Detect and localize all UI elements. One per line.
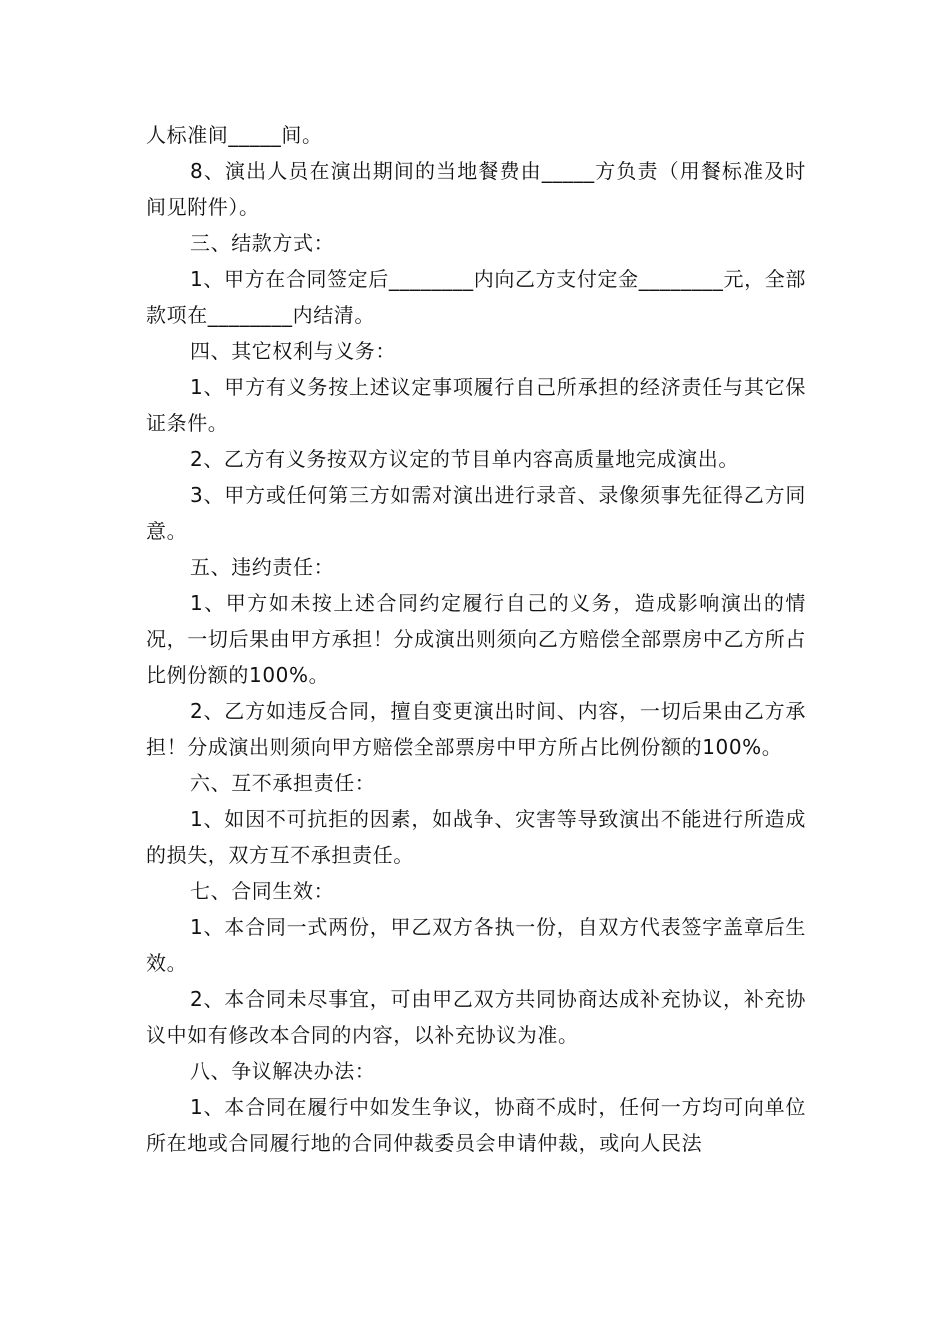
- paragraph-rights-3: 3、甲方或任何第三方如需对演出进行录音、录像须事先征得乙方同意。: [146, 483, 806, 543]
- paragraph-meal-clause: 8、演出人员在演出期间的当地餐费由_____方负责（用餐标准及时间见附件）。: [146, 159, 806, 219]
- paragraph-payment-clause: 1、甲方在合同签定后________内向乙方支付定金________元，全部款项在________内结清。: [146, 267, 806, 327]
- section-heading-dispute: 八、争议解决办法：: [190, 1059, 376, 1083]
- document-body: [146, 117, 806, 1161]
- paragraph-rights-1: 1、甲方有义务按上述议定事项履行自己所承担的经济责任与其它保证条件。: [146, 375, 806, 435]
- section-heading-effect: 七、合同生效：: [190, 879, 335, 903]
- paragraph-dispute-1: 1、本合同在履行中如发生争议，协商不成时，任何一方均可向单位所在地或合同履行地的合同仲裁委员会申请仲裁，或向人民法: [146, 1095, 806, 1155]
- paragraph-continuation: 人标准间_____间。: [146, 123, 323, 147]
- paragraph-effect-1: 1、本合同一式两份，甲乙双方各执一份，自双方代表签字盖章后生效。: [146, 915, 806, 975]
- section-heading-breach: 五、违约责任：: [190, 555, 335, 579]
- paragraph-effect-2: 2、本合同未尽事宜，可由甲乙双方共同协商达成补充协议，补充协议中如有修改本合同的内容，以补充协议为准。: [146, 987, 806, 1047]
- paragraph-breach-2: 2、乙方如违反合同，擅自变更演出时间、内容，一切后果由乙方承担！分成演出则须向甲方赔偿全部票房中甲方所占比例份额的100%。: [146, 699, 806, 759]
- section-heading-rights: 四、其它权利与义务：: [190, 339, 396, 363]
- paragraph-breach-1: 1、甲方如未按上述合同约定履行自己的义务，造成影响演出的情况，一切后果由甲方承担！分成演出则须向乙方赔偿全部票房中乙方所占比例份额的100%。: [146, 591, 806, 687]
- section-heading-exemption: 六、互不承担责任：: [190, 771, 376, 795]
- section-heading-payment: 三、结款方式：: [190, 231, 335, 255]
- paragraph-rights-2: 2、乙方有义务按双方议定的节目单内容高质量地完成演出。: [190, 447, 739, 471]
- paragraph-exemption-1: 1、如因不可抗拒的因素，如战争、灾害等导致演出不能进行所造成的损失，双方互不承担责任。: [146, 807, 806, 867]
